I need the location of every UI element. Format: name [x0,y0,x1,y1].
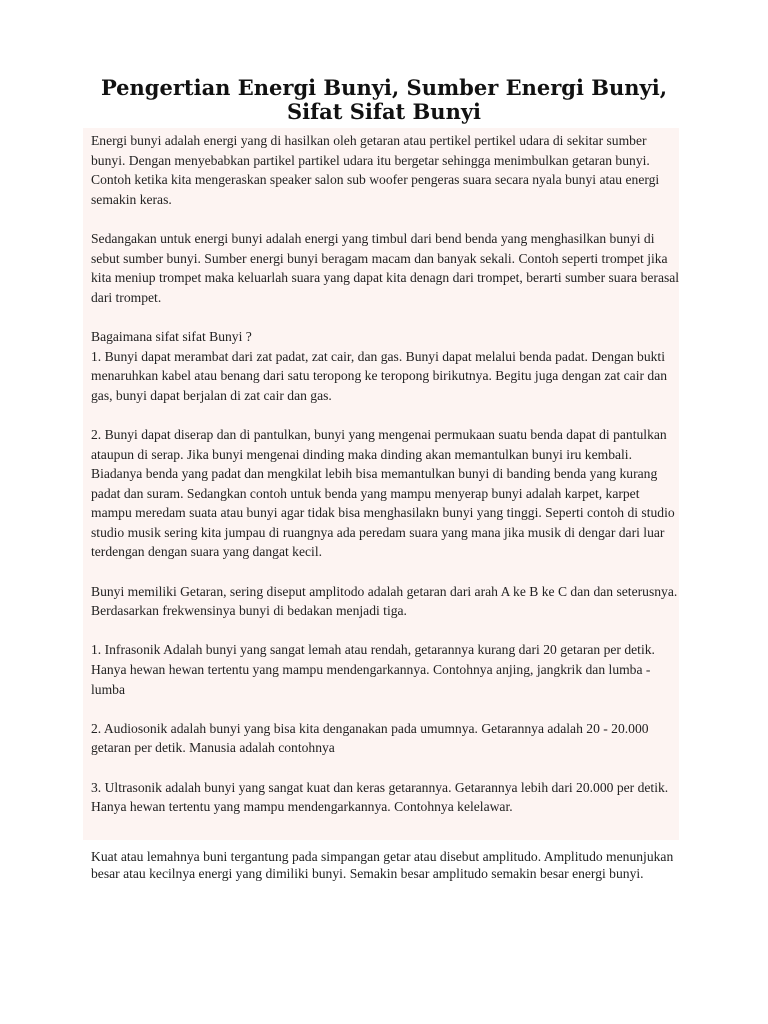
paragraph-ultrasonic: 3. Ultrasonik adalah bunyi yang sangat kuat dan keras getarannya. Getarannya lebih dari 20.000 per detik. Hanya hewan tertentu yang mampu mendengarkannya. Contohnya kelelawar. [91,779,669,815]
paragraph-infrasonic: 1. Infrasonik Adalah bunyi yang sangat lemah atau rendah, getarannya kurang dari 20 getaran per detik. Hanya hewan hewan tertentu yang mampu mendengarkannya. Contohnya anjing, jangkrik dan lumba - lumba [91,642,655,697]
article-body [91,131,681,817]
paragraph-vibration: Bunyi memiliki Getaran, sering diseput amplitodo adalah getaran dari arah A ke B ke C dan dan seterusnya. Berdasarkan frekwensinya bunyi di bedakan menjadi tiga. [91,583,678,619]
paragraph-amplitude: Kuat atau lemahnya buni tergantung pada simpangan getar atau disebut amplitudo. Amplitudo menunjukan besar atau kecilnya energi yang dimiliki bunyi. Semakin besar amplitudo semakin besar energi bunyi. [91,849,674,881]
paragraph-audiosonic: 2. Audiosonik adalah bunyi yang bisa kita denganakan pada umumnya. Getarannya adalah 20 - 20.000 getaran per detik. Manusia adalah contohnya [91,720,649,756]
page-title [60,76,708,124]
title-line-2: Sifat Sifat Bunyi [286,99,482,124]
title-line-1: Pengertian Energi Bunyi, Sumber Energi Bunyi, [100,75,668,100]
paragraph-property-1: 1. Bunyi dapat merambat dari zat padat, zat cair, dan gas. Bunyi dapat melalui benda padat. Dengan bukti menaruhkan kabel atau benang dari satu teropong ke teropong birikutnya. Begitu juga dengan zat cair dan gas, bunyi dapat berjalan di zat cair dan gas. [91,348,668,403]
paragraph-definition: Energi bunyi adalah energi yang di hasilkan oleh getaran atau pertikel pertikel udara di sekitar sumber bunyi. Dengan menyebabkan partikel partikel udara itu bergetar sehingga menimbulkan getaran bunyi. Contoh ketika kita mengeraskan speaker salon sub woofer pengeras suara secara nyala bunyi atau energi semakin keras. [91,133,660,207]
paragraph-property-2: 2. Bunyi dapat diserap dan di pantulkan, bunyi yang mengenai permukaan suatu benda dapat di pantulkan ataupun di serap. Jika bunyi mengenai dinding maka dinding akan memantulkan bunyi iru kembali. Biadanya benda yang padat dan mengkilat lebih bisa memantulkan bunyi di banding benda yang kurang padat dan suram. Sedangkan contoh untuk benda yang mampu menyerap bunyi adalah karpet, karpet mampu meredam suata atau bunyi agar tidak bisa menghasilakn bunyi yang tinggi. Seperti contoh di studio studio musik sering kita jumpau di ruangnya ada peredam suara yang mana jika musik di dengar dari luar terdengan dengan suara yang dangat kecil. [91,426,675,560]
paragraph-source: Sedangakan untuk energi bunyi adalah energi yang timbul dari bend benda yang menghasilkan bunyi di sebut sumber bunyi. Sumber energi bunyi beragam macam dan banyak sekali. Contoh seperti trompet jika kita meniup trompet maka keluarlah suara yang dapat kita denagn dari trompet, berarti sumber suara berasal dari trompet. [91,230,680,305]
paragraph-question: Bagaimana sifat sifat Bunyi ? [91,328,252,344]
